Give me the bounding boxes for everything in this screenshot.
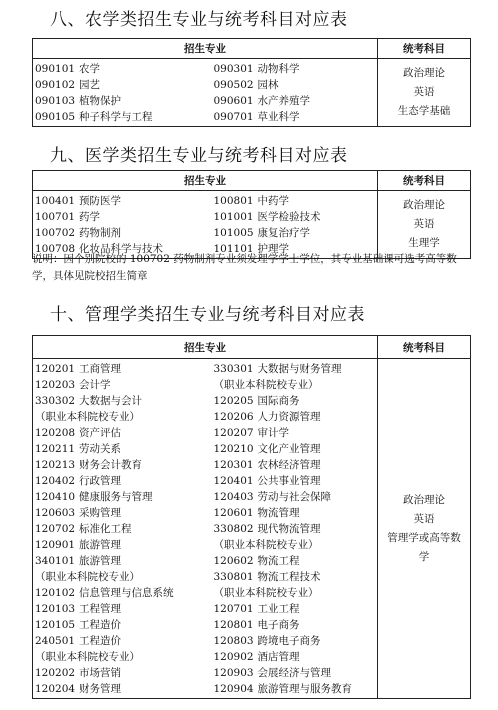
major-name: 工业工程 xyxy=(257,603,300,615)
exam-subject: 政治理论 xyxy=(403,199,445,211)
list-item xyxy=(214,585,376,601)
major-name: 现代物流管理 xyxy=(257,523,321,535)
list-item xyxy=(214,441,376,457)
section-title-agriculture: 八、农学类招生专业与统考科目对应表 xyxy=(50,10,348,30)
section-title-medicine: 九、医学类招生专业与统考科目对应表 xyxy=(50,146,348,166)
list-item xyxy=(214,457,376,473)
major-code: 120105 xyxy=(35,619,76,631)
major-code: 120203 xyxy=(35,379,76,391)
list-item xyxy=(35,569,212,585)
major-code: 120702 xyxy=(35,523,76,535)
major-list-left xyxy=(33,359,214,699)
list-item xyxy=(214,109,376,125)
major-list-right xyxy=(214,359,378,699)
major-name: 财务会计教育 xyxy=(79,459,142,471)
list-item xyxy=(214,377,376,393)
major-name: 农林经济管理 xyxy=(257,459,321,471)
list-item xyxy=(35,649,212,665)
list-item xyxy=(214,617,376,633)
list-item xyxy=(214,521,376,537)
list-item xyxy=(35,457,212,473)
list-item xyxy=(35,473,212,489)
major-code: 090701 xyxy=(213,111,254,123)
exam-subjects xyxy=(378,191,471,259)
major-name: 工程造价 xyxy=(79,635,121,647)
major-code: 101001 xyxy=(213,211,254,223)
table-agriculture xyxy=(32,38,471,127)
major-code: 090301 xyxy=(213,63,254,75)
major-code: 090101 xyxy=(35,63,76,75)
major-name: 草业科学 xyxy=(257,111,300,123)
list-item xyxy=(35,553,212,569)
major-name: 电子商务 xyxy=(257,619,300,631)
major-name: 动物科学 xyxy=(257,63,300,75)
major-list-left xyxy=(33,191,214,259)
major-code: 340101 xyxy=(35,555,76,567)
major-name: 植物保护 xyxy=(79,95,121,107)
major-code: 120213 xyxy=(35,459,76,471)
exam-subject: 管理学或高等数 xyxy=(387,531,461,544)
major-code: 120701 xyxy=(213,603,254,615)
exam-subjects xyxy=(378,59,471,127)
major-name: 药物制剂 xyxy=(79,227,121,239)
exam-subject: 学 xyxy=(418,550,430,563)
major-name: （职业本科院校专业） xyxy=(213,379,319,391)
major-code: 100401 xyxy=(35,195,76,207)
list-item xyxy=(214,489,376,505)
major-name: 国际商务 xyxy=(257,395,300,407)
major-name: 大数据与会计 xyxy=(79,395,142,407)
major-code: 120201 xyxy=(35,363,76,375)
major-list-right xyxy=(214,59,378,127)
major-name: 园林 xyxy=(257,79,279,91)
major-code: 120801 xyxy=(213,619,254,631)
list-item xyxy=(35,425,212,441)
major-code: 120401 xyxy=(213,475,254,487)
major-name: 工程管理 xyxy=(79,603,121,615)
list-item xyxy=(214,505,376,521)
major-name: 护理学 xyxy=(257,243,289,255)
list-item xyxy=(35,109,212,125)
major-name: 中药学 xyxy=(257,195,289,207)
major-code: 120211 xyxy=(35,443,76,455)
major-name: 会展经济与管理 xyxy=(257,667,331,679)
list-item xyxy=(35,601,212,617)
major-code: 120903 xyxy=(213,667,254,679)
major-name: 园艺 xyxy=(79,79,100,91)
major-name: 酒店管理 xyxy=(257,651,300,663)
major-code: 120902 xyxy=(213,651,254,663)
major-name: 种子科学与工程 xyxy=(79,111,153,123)
major-name: 会计学 xyxy=(79,379,111,391)
major-name: 药学 xyxy=(79,211,100,223)
major-code: 120102 xyxy=(35,587,76,599)
major-name: 预防医学 xyxy=(79,195,121,207)
major-code: 120901 xyxy=(35,539,76,551)
list-item xyxy=(35,393,212,409)
list-item xyxy=(214,425,376,441)
list-item xyxy=(35,585,212,601)
major-name: 旅游管理 xyxy=(79,555,121,567)
list-item xyxy=(214,209,376,225)
major-list-left xyxy=(33,59,214,127)
major-name: 化妆品科学与技术 xyxy=(79,243,163,255)
major-name: （职业本科院校专业） xyxy=(35,411,140,423)
major-code: 120210 xyxy=(213,443,254,455)
list-item xyxy=(35,681,212,697)
major-code: 120103 xyxy=(35,603,76,615)
major-name: 资产评估 xyxy=(79,427,121,439)
major-code: 090102 xyxy=(35,79,76,91)
major-name: 旅游管理 xyxy=(79,539,121,551)
major-code: 090502 xyxy=(213,79,254,91)
list-item xyxy=(214,601,376,617)
major-code: 120202 xyxy=(35,667,76,679)
list-item xyxy=(214,409,376,425)
major-code: 120602 xyxy=(213,555,254,567)
exam-subject: 生理学 xyxy=(408,237,440,249)
exam-subjects xyxy=(378,359,471,699)
list-item xyxy=(35,505,212,521)
major-name: 标准化工程 xyxy=(79,523,132,535)
major-name: 文化产业管理 xyxy=(257,443,321,455)
major-name: 行政管理 xyxy=(79,475,121,487)
major-name: （职业本科院校专业） xyxy=(35,571,140,583)
table-medicine xyxy=(32,170,471,259)
list-item xyxy=(214,61,376,77)
major-code: 120601 xyxy=(213,507,254,519)
major-code: 120205 xyxy=(213,395,254,407)
list-item xyxy=(214,665,376,681)
exam-subject: 政治理论 xyxy=(403,493,445,506)
list-item xyxy=(214,193,376,209)
major-code: 330801 xyxy=(213,571,254,583)
list-item xyxy=(35,617,212,633)
list-item xyxy=(214,553,376,569)
list-item xyxy=(214,361,376,377)
list-item xyxy=(214,569,376,585)
list-item xyxy=(214,681,376,697)
major-name: 医学检验技术 xyxy=(257,211,321,223)
list-item xyxy=(35,77,212,93)
major-code: 240501 xyxy=(35,635,76,647)
major-code: 120206 xyxy=(213,411,254,423)
header-major: 招生专业 xyxy=(33,336,378,359)
major-name: 人力资源管理 xyxy=(257,411,321,423)
major-name: 审计学 xyxy=(257,427,289,439)
major-name: 旅游管理与服务教育 xyxy=(257,683,352,695)
major-name: 劳动与社会保障 xyxy=(257,491,331,503)
list-item xyxy=(214,93,376,109)
major-code: 090105 xyxy=(35,111,76,123)
list-item xyxy=(35,361,212,377)
major-code: 330301 xyxy=(213,363,254,375)
major-name: （职业本科院校专业） xyxy=(213,587,319,599)
major-code: 330302 xyxy=(35,395,76,407)
major-name: 财务管理 xyxy=(79,683,121,695)
major-code: 120301 xyxy=(213,459,254,471)
exam-subject: 英语 xyxy=(413,218,435,230)
list-item xyxy=(214,225,376,241)
list-item xyxy=(214,473,376,489)
major-list-right xyxy=(214,191,378,259)
list-item xyxy=(35,193,212,209)
list-item xyxy=(214,537,376,553)
major-code: 330802 xyxy=(213,523,254,535)
exam-subject: 英语 xyxy=(413,512,435,525)
header-exam: 统考科目 xyxy=(378,171,471,191)
major-code: 100801 xyxy=(213,195,254,207)
major-code: 120204 xyxy=(35,683,76,695)
list-item xyxy=(35,209,212,225)
major-code: 120403 xyxy=(213,491,254,503)
major-name: 健康服务与管理 xyxy=(79,491,153,503)
major-name: 物流工程技术 xyxy=(257,571,321,583)
major-code: 120904 xyxy=(213,683,254,695)
list-item xyxy=(35,225,212,241)
major-code: 101101 xyxy=(213,243,254,255)
list-item xyxy=(35,409,212,425)
major-name: （职业本科院校专业） xyxy=(213,539,319,551)
list-item xyxy=(214,649,376,665)
major-code: 100701 xyxy=(35,211,76,223)
major-name: 采购管理 xyxy=(79,507,121,519)
major-name: 工程造价 xyxy=(79,619,121,631)
list-item xyxy=(35,489,212,505)
major-code: 120603 xyxy=(35,507,76,519)
major-name: 市场营销 xyxy=(79,667,121,679)
table-management xyxy=(32,335,471,699)
exam-subject: 生态学基础 xyxy=(397,105,451,117)
major-name: 工商管理 xyxy=(79,363,121,375)
major-code: 100708 xyxy=(35,243,76,255)
list-item xyxy=(214,633,376,649)
list-item xyxy=(214,393,376,409)
major-code: 090103 xyxy=(35,95,76,107)
major-code: 090601 xyxy=(213,95,254,107)
major-name: 农学 xyxy=(79,63,100,75)
major-name: 大数据与财务管理 xyxy=(257,363,342,375)
major-name: 水产养殖学 xyxy=(257,95,310,107)
major-name: 跨境电子商务 xyxy=(257,635,321,647)
header-major: 招生专业 xyxy=(33,39,378,59)
major-name: 物流工程 xyxy=(257,555,300,567)
exam-subject: 政治理论 xyxy=(403,67,445,79)
major-code: 120402 xyxy=(35,475,76,487)
list-item xyxy=(35,377,212,393)
list-item xyxy=(214,77,376,93)
major-name: 康复治疗学 xyxy=(257,227,310,239)
header-major: 招生专业 xyxy=(33,171,378,191)
list-item xyxy=(35,441,212,457)
list-item xyxy=(35,521,212,537)
major-name: 劳动关系 xyxy=(79,443,121,455)
list-item xyxy=(35,665,212,681)
major-code: 100702 xyxy=(35,227,76,239)
list-item xyxy=(35,61,212,77)
major-code: 120410 xyxy=(35,491,76,503)
major-code: 120803 xyxy=(213,635,254,647)
major-code: 120207 xyxy=(213,427,254,439)
section-title-management: 十、管理学类招生专业与统考科目对应表 xyxy=(50,305,365,325)
header-exam: 统考科目 xyxy=(378,39,471,59)
major-code: 101005 xyxy=(213,227,254,239)
list-item xyxy=(35,537,212,553)
major-name: 信息管理与信息系统 xyxy=(79,587,174,599)
major-name: （职业本科院校专业） xyxy=(35,651,140,663)
major-code: 120208 xyxy=(35,427,76,439)
list-item xyxy=(35,93,212,109)
note-medicine: 说明：因个别院校的 100702 药物制剂专业须发理学学士学位，其专业基础课可选考高等数学，具体见院校招生简章 xyxy=(32,253,457,282)
exam-subject: 英语 xyxy=(413,86,435,98)
major-name: 物流管理 xyxy=(257,507,300,519)
list-item xyxy=(35,633,212,649)
header-exam: 统考科目 xyxy=(378,336,471,359)
major-name: 公共事业管理 xyxy=(257,475,321,487)
